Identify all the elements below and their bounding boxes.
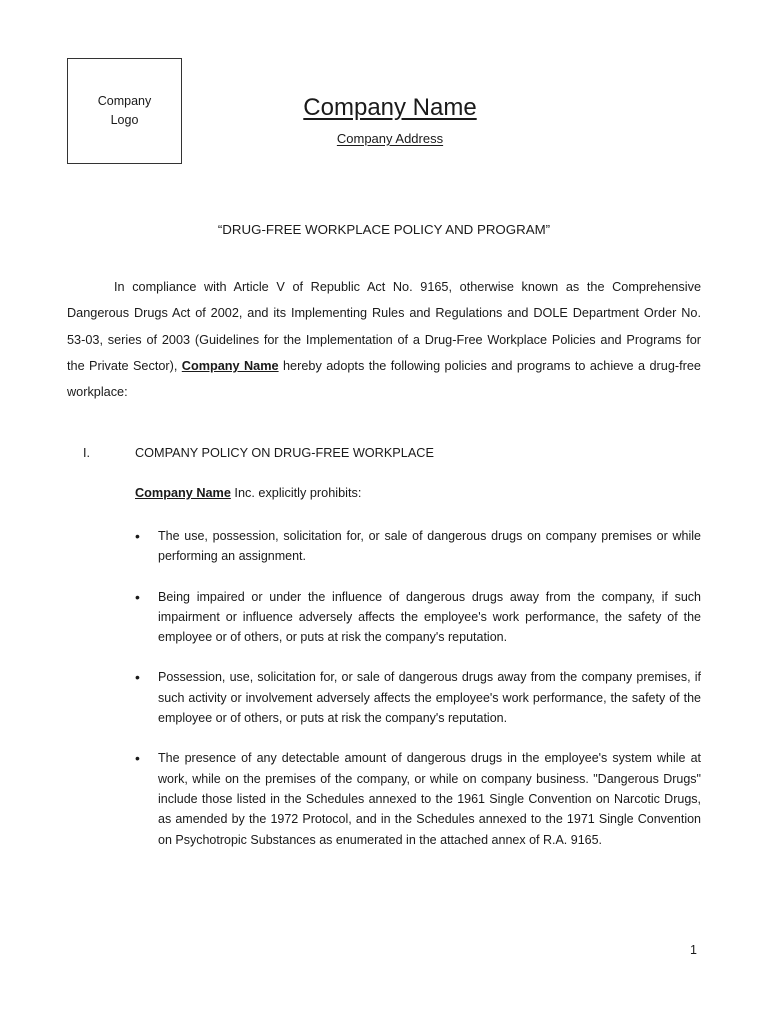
- prohibits-line: [135, 486, 361, 500]
- list-item: [135, 587, 701, 648]
- intro-text-before: In compliance with Article V of Republic Act No. 9165, otherwise known as the Comprehensive Dangerous Drugs Act of 2002, and its Implementing Rules and Regulations and DOLE Department Order No. 53-03, series of 2003 (Guidelines for the Implementation of a Drug-Free Workplace Policies and Programs for the Private Sector),: [67, 280, 701, 373]
- intro-company-name: Company Name: [181, 358, 279, 373]
- bullet-icon: •: [135, 750, 140, 767]
- company-address: Company Address: [336, 131, 444, 146]
- list-item: [135, 667, 701, 728]
- bullet-icon: •: [135, 588, 140, 605]
- prohibits-company-name: Company Name: [135, 486, 231, 500]
- bullet-icon: •: [135, 528, 140, 544]
- company-name-heading: Company Name: [303, 94, 477, 121]
- list-item-text: Possession, use, solicitation for, or sale of dangerous drugs away from the company premises, if such activity or involvement adversely affects the employee's work performance, the safety of the employee or of others, or puts at risk the company's reputation.: [158, 670, 701, 726]
- list-item-text: Being impaired or under the influence of dangerous drugs away from the company, if such impairment or influence adversely affects the employee's work performance, the safety of the employee or of others, or puts at risk the company's reputation.: [158, 589, 701, 645]
- section-number: I.: [83, 446, 91, 460]
- list-item-text: The presence of any detectable amount of dangerous drugs in the employee's system while at work, while on the premises of the company, or while on company business. "Dangerous Drugs" include those listed in the Schedules annexed to the 1961 Single Convention on Narcotic Drugs, as amended by the 1972 Protocol, and in the Schedules annexed to the 1971 Single Convention on Psychotropic Substances as enumerated in the attached annex of R.A. 9165.: [158, 751, 701, 847]
- intro-paragraph: [67, 274, 701, 405]
- bullet-icon: •: [135, 669, 140, 686]
- list-item: [135, 526, 701, 567]
- logo-text: Company Logo: [97, 94, 152, 127]
- page-number: 1: [690, 943, 697, 957]
- prohibits-text: Inc. explicitly prohibits:: [230, 486, 362, 500]
- intro-text-after: hereby adopts the following policies and programs to achieve a drug-free workplace:: [67, 358, 701, 400]
- list-item-text: The use, possession, solicitation for, or sale of dangerous drugs on company premises or while performing an assignment.: [158, 529, 701, 564]
- prohibition-list: [135, 526, 701, 870]
- company-logo-placeholder: [67, 58, 182, 164]
- document-title: “DRUG-FREE WORKPLACE POLICY AND PROGRAM”: [217, 222, 551, 237]
- list-item: [135, 748, 701, 849]
- section-title: COMPANY POLICY ON DRUG-FREE WORKPLACE: [135, 446, 434, 460]
